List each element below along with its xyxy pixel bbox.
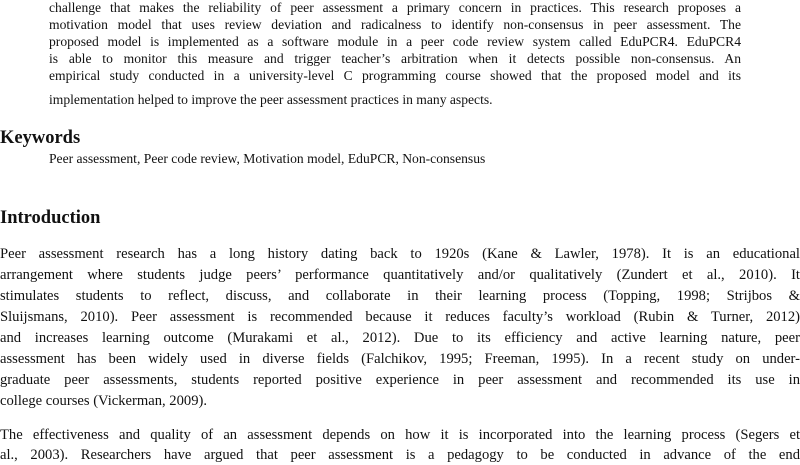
abstract-line: challenge that makes the reliability of peer assessment a primary concern in practices. This research proposes a: [49, 0, 741, 15]
body-line: stimulates students to reflect, discuss, and collaborate in their learning process (Topping, 1998; Strijbos &: [0, 288, 800, 304]
body-line: al., 2003). Researchers have argued that peer assessment is a pedagogy to be conducted in advance of the end: [0, 447, 800, 463]
keywords-text: Peer assessment, Peer code review, Motivation model, EduPCR, Non-consensus: [49, 151, 486, 166]
body-line: Sluijsmans, 2010). Peer assessment is recommended because it reduces faculty’s workload (Rubin & Turner, 2012): [0, 309, 800, 325]
body-line: Peer assessment research has a long history dating back to 1920s (Kane & Lawler, 1978). It is an educational: [0, 246, 800, 262]
body-line: college courses (Vickerman, 2009).: [0, 393, 208, 409]
body-line: assessment has been widely used in diverse fields (Falchikov, 1995; Freeman, 1995). In a recent study on under-: [0, 351, 800, 367]
body-line: arrangement where students judge peers’ performance quantitatively and/or qualitatively (Zundert et al., 2010). It: [0, 267, 800, 283]
introduction-heading: Introduction: [0, 208, 101, 228]
abstract-line: motivation model that uses review deviation and radicalness to identify non-consensus in peer assessment. The: [49, 17, 741, 32]
body-line: The effectiveness and quality of an assessment depends on how it is incorporated into the learning process (Segers et: [0, 427, 800, 443]
body-line: and increases learning outcome (Murakami et al., 2012). Due to its efficiency and active learning nature, peer: [0, 330, 800, 346]
abstract-line: proposed model is implemented as a software module in a peer code review system called EduPCR4. EduPCR4: [49, 34, 741, 49]
keywords-heading: Keywords: [0, 128, 81, 148]
abstract-line: is able to monitor this measure and trigger teacher’s arbitration when it detects possible non-consensus. An: [49, 51, 741, 66]
body-line: graduate peer assessments, students reported positive experience in peer assessment and recommended its use in: [0, 372, 800, 388]
abstract-line: implementation helped to improve the peer assessment practices in many aspects.: [49, 92, 493, 107]
abstract-line: empirical study conducted in a university-level C programming course showed that the proposed model and its: [49, 68, 741, 83]
